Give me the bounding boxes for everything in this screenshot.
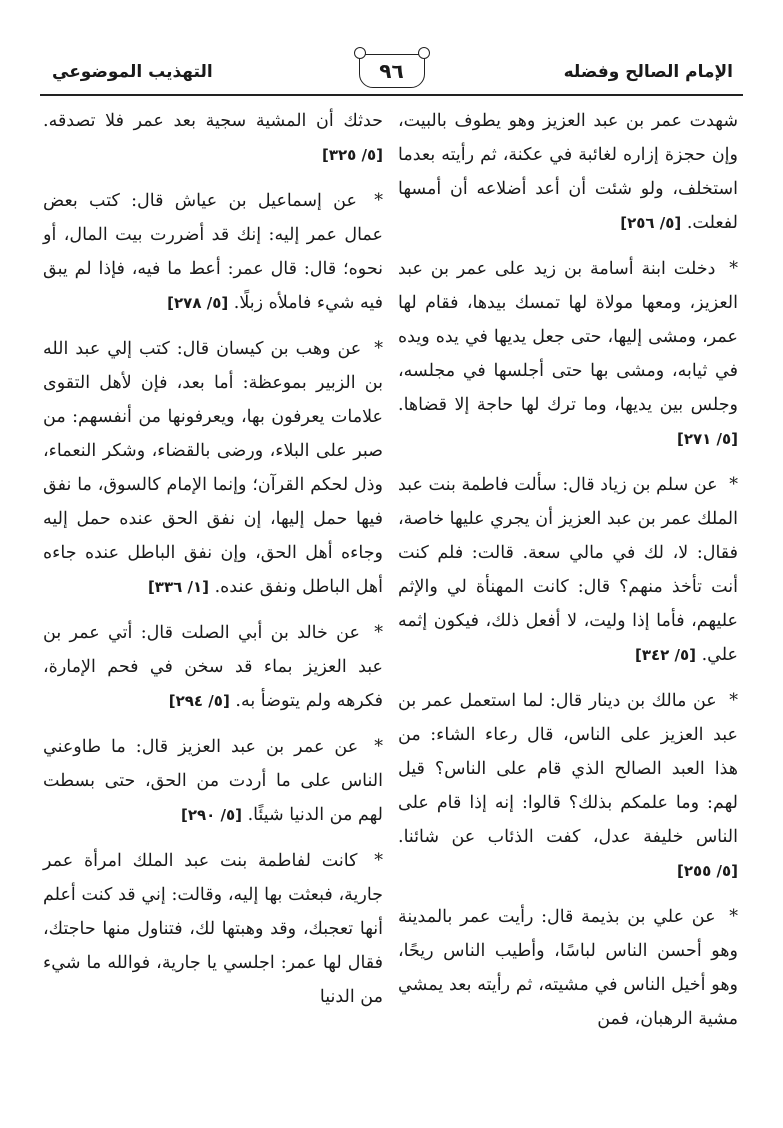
- citation-ref: [٥/ ٢٧٨]: [167, 294, 229, 312]
- citation-ref: [٥/ ٢٩٠]: [180, 806, 242, 824]
- asterisk-icon: *: [374, 339, 383, 359]
- asterisk-icon: *: [729, 259, 738, 279]
- paragraph-text: عن إسماعيل بن عياش قال: كتب بعض عمال عمر إليه: إنك قد أضررت بيت المال، أو نحوه؛ قال: قال عمر: أعط ما فيه، فإذا لم يبق فيه شيء فاملأه زبلًا.: [43, 191, 383, 313]
- citation-ref: [٥/ ٣٢٥]: [321, 146, 383, 164]
- paragraph-text: حدثك أن المشية سجية بعد عمر فلا تصدقه.: [43, 111, 383, 131]
- citation-ref: [١/ ٣٣٦]: [147, 578, 209, 596]
- page-header: [40, 48, 743, 94]
- asterisk-icon: *: [374, 191, 383, 211]
- paragraph-text: عن سلم بن زياد قال: سألت فاطمة بنت عبد الملك عمر بن عبد العزيز أن يجري عليها خاصة، فقال: لا، لك في مالي سعة. قالت: فلم كنت أنت تأخذ منهم؟ قال: كانت المهنأة لي والإثم عليهم، فأما إذا وليت، لا أفعل ذلك، فيكون إثمه علي.: [398, 475, 738, 665]
- paragraph-text: عن وهب بن كيسان قال: كتب إلي عبد الله بن الزبير بموعظة: أما بعد، فإن لأهل التقوى علامات يعرفون بها، ويعرفونها من أنفسهم: من صبر على البلاء، ورضى بالقضاء، وشكر النعماء، وذل لحكم القرآن؛ وإنما الإمام كالسوق، ما نفق فيها حمل إليها، إن نفق الحق عنده حمل إليه وجاءه أهل الحق، وإن نفق الباطل عنده جاءه أهل الباطل ونفق عنده.: [43, 339, 383, 597]
- paragraph: [398, 468, 738, 672]
- paragraph: [43, 730, 383, 832]
- paragraph: [398, 684, 738, 888]
- paragraph: [398, 900, 738, 1036]
- paragraph: [43, 616, 383, 718]
- paragraph: [43, 104, 383, 172]
- paragraph-text: دخلت ابنة أسامة بن زيد على عمر بن عبد العزيز، ومعها مولاة لها تمسك بيدها، فقام لها عمر، ومشى إليها، حتى جعل يديها في يده ويده في ثيابه، ومشى بها حتى أجلسها في مجلسه، وجلس بين يديها، وما ترك لها حاجة إلا قضاها.: [398, 259, 738, 415]
- header-rule: [40, 94, 743, 96]
- paragraph: [398, 252, 738, 456]
- page-number: ٩٦: [359, 54, 425, 88]
- paragraph-text: عن عمر بن عبد العزيز قال: ما طاوعني الناس على ما أردت من الحق، حتى بسطت لهم من الدنيا شيئًا.: [43, 737, 383, 825]
- paragraph-text: عن خالد بن أبي الصلت قال: أتي عمر بن عبد العزيز بماء قد سخن في فحم الإمارة، فكرهه ولم يتوضأ به.: [43, 623, 383, 711]
- asterisk-icon: *: [729, 691, 738, 711]
- citation-ref: [٥/ ٢٧١]: [676, 430, 738, 448]
- running-title-left: التهذيب الموضوعي: [52, 62, 213, 82]
- paragraph-text: عن مالك بن دينار قال: لما استعمل عمر بن عبد العزيز على الناس، قال رعاء الشاء: من هذا العبد الصالح الذي قام على الناس؟ قيل لهم: وما علمكم بذلك؟ قالوا: إنه إذا قام على الناس خليفة عدل، كفت الذئاب عن شائنا.: [398, 691, 738, 847]
- paragraph-text: كانت لفاطمة بنت عبد الملك امرأة عمر جارية، فبعثت بها إليه، وقالت: إني قد كنت أعلم أنها تعجبك، وقد وهبتها لك، فتناول منها حاجتك، فقال لها عمر: اجلسي يا جارية، فوالله ما شيء من الدنيا: [43, 851, 383, 1007]
- paragraph-text: شهدت عمر بن عبد العزيز وهو يطوف بالبيت، وإن حجزة إزاره لغائبة في عكنة، ثم رأيته بعدما استخلف، ولو شئت أن أعد أضلاعه أن أمسها لفعلت.: [398, 111, 738, 233]
- citation-ref: [٥/ ٣٤٢]: [634, 646, 697, 664]
- asterisk-icon: *: [374, 623, 383, 643]
- right-column: [398, 104, 738, 1048]
- asterisk-icon: *: [729, 475, 738, 495]
- running-title-right: الإمام الصالح وفضله: [563, 62, 733, 82]
- left-column: [43, 104, 383, 1026]
- paragraph: [43, 844, 383, 1014]
- asterisk-icon: *: [729, 907, 738, 927]
- citation-ref: [٥/ ٢٩٤]: [168, 692, 230, 710]
- paragraph-text: عن علي بن بذيمة قال: رأيت عمر بالمدينة وهو أحسن الناس لباسًا، وأطيب الناس ريحًا، وهو أخيل الناس في مشيته، ثم رأيته بعد يمشي مشية الرهبان، فمن: [398, 907, 738, 1029]
- paragraph: [43, 184, 383, 320]
- asterisk-icon: *: [374, 737, 383, 757]
- asterisk-icon: *: [374, 851, 383, 871]
- paragraph: [398, 104, 738, 240]
- paragraph: [43, 332, 383, 604]
- citation-ref: [٥/ ٢٥٥]: [676, 862, 738, 880]
- citation-ref: [٥/ ٢٥٦]: [620, 214, 682, 232]
